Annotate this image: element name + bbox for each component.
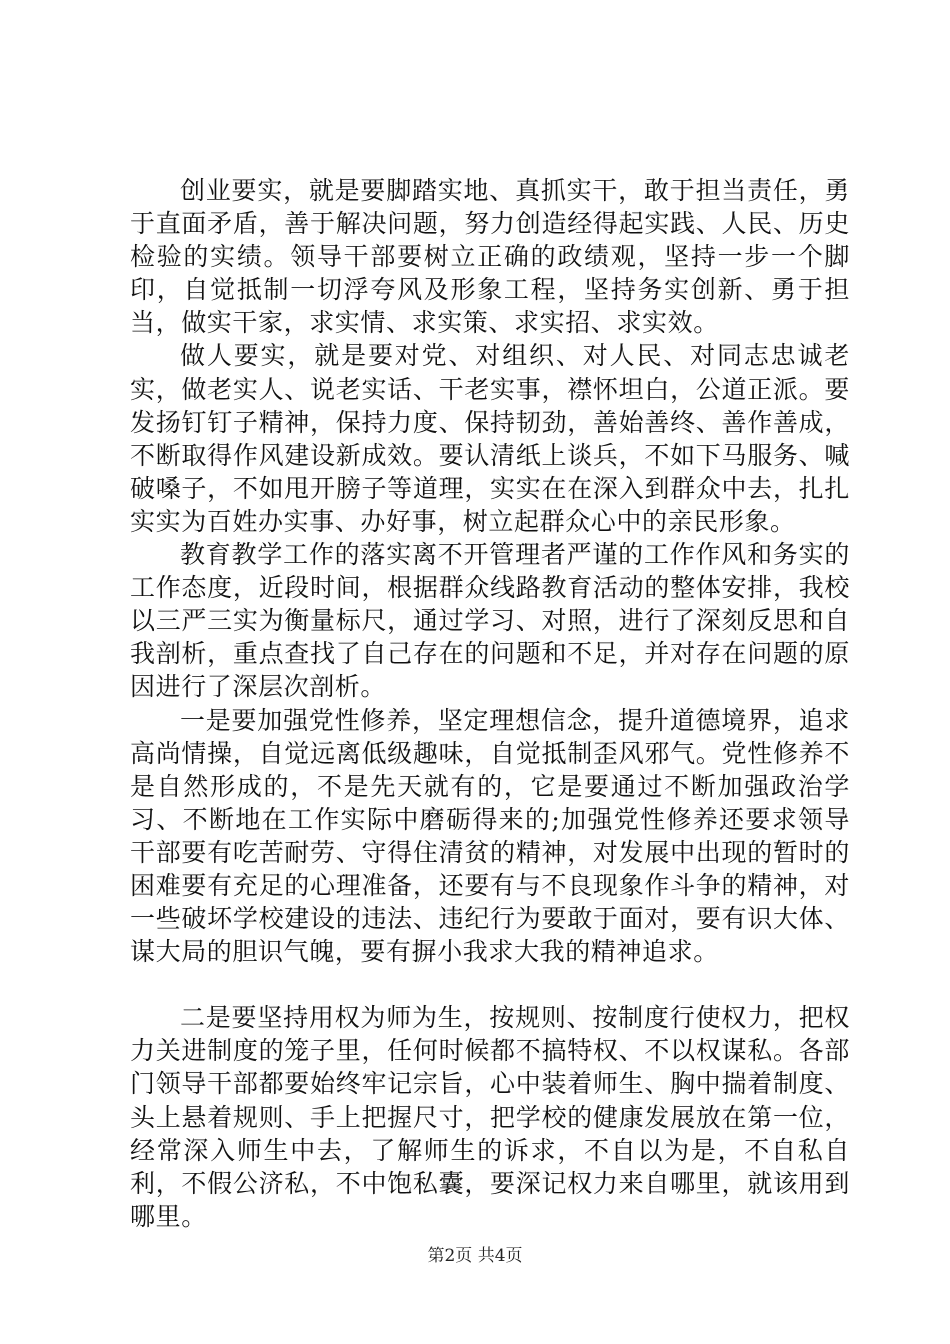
paragraph-chuangye: 创业要实，就是要脚踏实地、真抓实干，敢于担当责任，勇于直面矛盾，善于解决问题，努力创造经得起实践、人民、历史检验的实绩。领导干部要树立正确的政绩观，坚持一步一个脚印，自觉抵制一切浮夸风及形象工程，坚持务实创新、勇于担当，做实干家，求实情、求实策、求实招、求实效。 [130, 176, 850, 338]
paragraph-point-one: 一是要加强党性修养，坚定理想信念，提升道德境界，追求高尚情操，自觉远离低级趣味，自觉抵制歪风邪气。党性修养不是自然形成的，不是先天就有的，它是要通过不断加强政治学习、不断地在工作实际中磨砺得来的;加强党性修养还要求领导干部要有吃苦耐劳、守得住清贫的精神，对发展中出现的暂时的困难要有充足的心理准备，还要有与不良现象作斗争的精神，对一些破坏学校建设的违法、违纪行为要敢于面对，要有识大体、谋大局的胆识气魄，要有摒小我求大我的精神追求。 [130, 705, 850, 967]
paragraph-point-two: 二是要坚持用权为师为生，按规则、按制度行使权力，把权力关进制度的笼子里，任何时候都不搞特权、不以权谋私。各部门领导干部都要始终牢记宗旨，心中装着师生、胸中揣着制度、头上悬着规则、手上把握尺寸，把学校的健康发展放在第一位，经常深入师生中去，了解师生的诉求，不自以为是，不自私自利，不假公济私，不中饱私囊，要深记权力来自哪里，就该用到哪里。 [130, 1003, 850, 1231]
paragraph-zuoren: 做人要实，就是要对党、对组织、对人民、对同志忠诚老实，做老实人、说老实话、干老实事，襟怀坦白，公道正派。要发扬钉钉子精神，保持力度、保持韧劲，善始善终、善作善成，不断取得作风建设新成效。要认清纸上谈兵，不如下马服务、喊破嗓子，不如甩开膀子等道理，实实在在深入到群众中去，扎扎实实为百姓办实事、办好事，树立起群众心中的亲民形象。 [130, 341, 850, 536]
page-number-footer: 第2页 共4页 [427, 1246, 523, 1266]
paragraph-jiaoyu: 教育教学工作的落实离不开管理者严谨的工作作风和务实的工作态度，近段时间，根据群众线路教育活动的整体安排，我校以三严三实为衡量标尺，通过学习、对照，进行了深刻反思和自我剖析，重点查找了自己存在的问题和不足，并对存在问题的原因进行了深层次剖析。 [130, 540, 850, 702]
document-body [130, 174, 850, 1233]
